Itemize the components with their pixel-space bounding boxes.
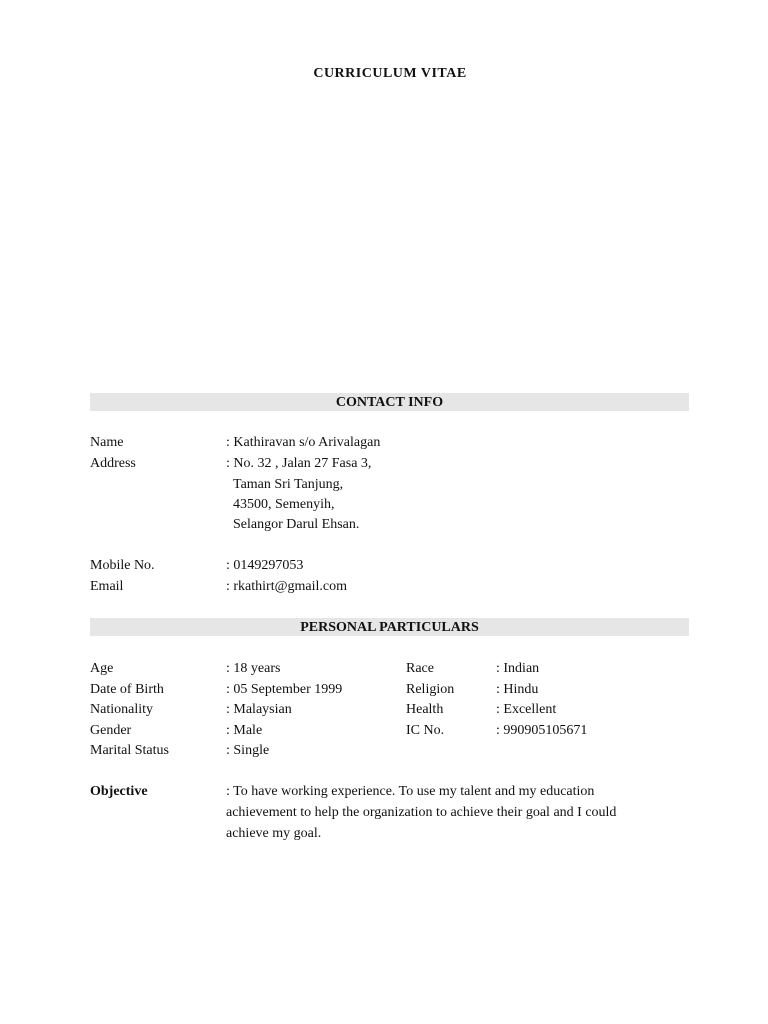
health-value: : Excellent	[496, 702, 557, 717]
nationality-label: Nationality	[90, 702, 153, 717]
objective-text	[226, 781, 666, 844]
objective-line-2: achievement to help the organization to achieve their goal and I could	[226, 805, 617, 820]
age-label: Age	[90, 661, 114, 676]
race-value: : Indian	[496, 661, 540, 676]
name-label: Name	[90, 435, 124, 450]
ic-no-label: IC No.	[406, 723, 445, 738]
document-title: CURRICULUM VITAE	[313, 66, 467, 81]
gender-label: Gender	[90, 723, 132, 738]
dob-label: Date of Birth	[90, 682, 164, 697]
address-line-4: Selangor Darul Ehsan.	[233, 517, 360, 532]
religion-value: : Hindu	[496, 682, 539, 697]
ic-no-value: : 990905105671	[496, 723, 588, 738]
mobile-label: Mobile No.	[90, 558, 155, 573]
personal-particulars-heading: PERSONAL PARTICULARS	[90, 618, 689, 636]
address-label: Address	[90, 456, 136, 471]
address-line-3: 43500, Semenyih,	[233, 497, 335, 512]
religion-label: Religion	[406, 682, 455, 697]
objective-label: Objective	[90, 784, 148, 799]
nationality-value: : Malaysian	[226, 702, 292, 717]
mobile-value: : 0149297053	[226, 558, 304, 573]
gender-value: : Male	[226, 723, 263, 738]
marital-status-value: : Single	[226, 743, 270, 758]
name-value: : Kathiravan s/o Arivalagan	[226, 435, 381, 450]
address-line-2: Taman Sri Tanjung,	[233, 477, 344, 492]
objective-line-3: achieve my goal.	[226, 826, 322, 841]
address-line-1: : No. 32 , Jalan 27 Fasa 3,	[226, 456, 372, 471]
dob-value: : 05 September 1999	[226, 682, 343, 697]
email-value: : rkathirt@gmail.com	[226, 579, 347, 594]
health-label: Health	[406, 702, 444, 717]
contact-info-heading: CONTACT INFO	[90, 393, 689, 411]
email-label: Email	[90, 579, 124, 594]
marital-status-label: Marital Status	[90, 743, 169, 758]
race-label: Race	[406, 661, 434, 676]
age-value: : 18 years	[226, 661, 281, 676]
objective-line-1: : To have working experience. To use my talent and my education	[226, 784, 595, 799]
